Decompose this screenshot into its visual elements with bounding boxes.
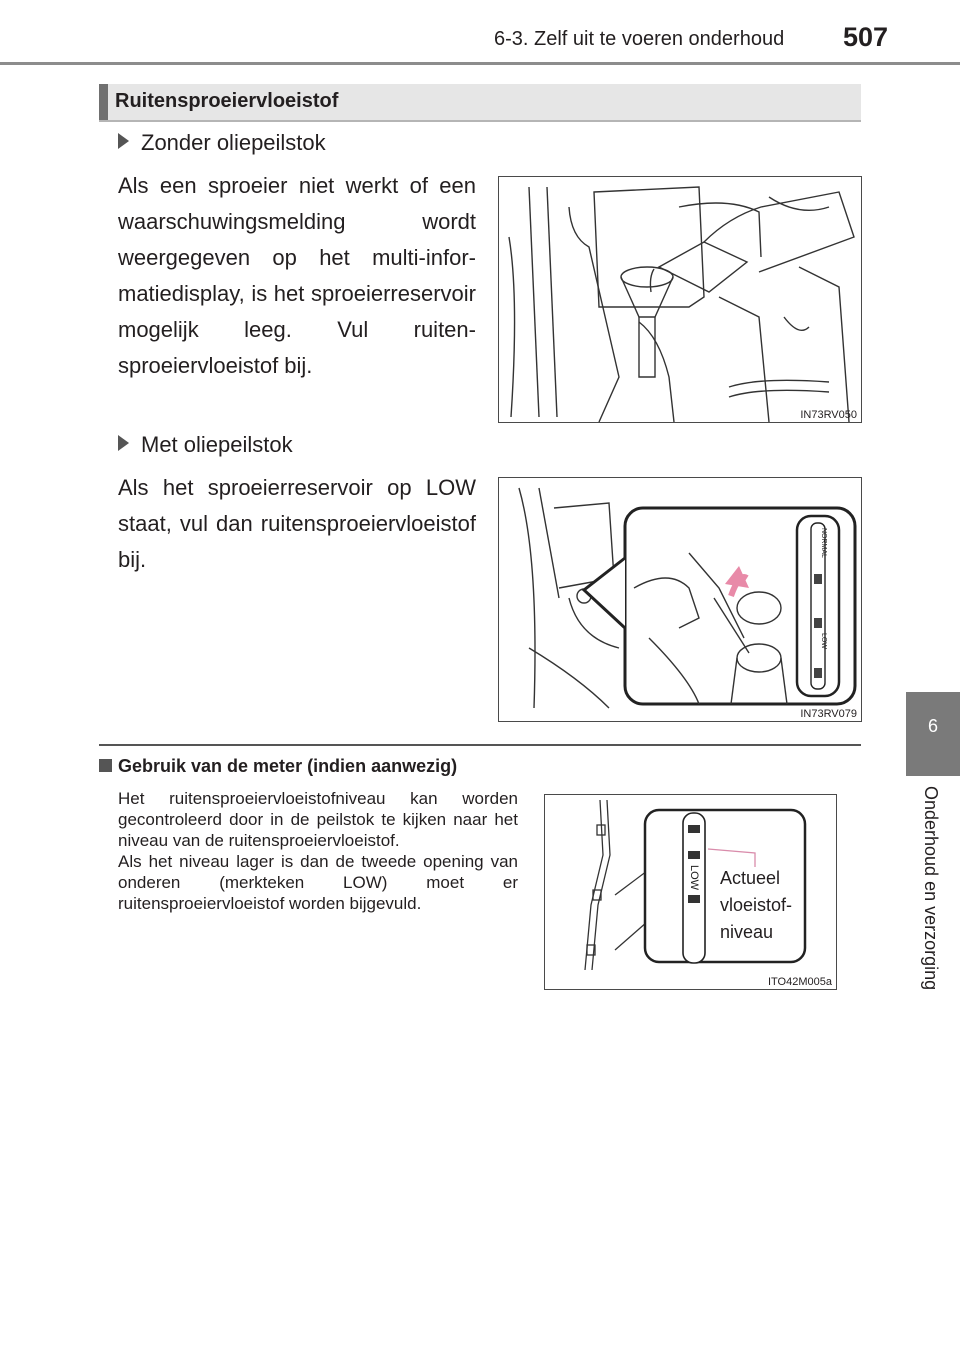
callout-line-3: niveau — [720, 922, 774, 942]
bullet-heading-text-2: Met oliepeilstok — [141, 432, 293, 457]
figure-code-2: IN73RV079 — [800, 708, 857, 720]
bullet-heading-text-1: Zonder oliepeilstok — [141, 130, 326, 155]
instruction-paragraph-2: Als het sproeierreservoir op LOW staat, vul dan ruitensproeiervloeistof bij. — [118, 475, 476, 572]
bullet-heading-2 — [118, 432, 293, 458]
square-bullet-icon — [99, 759, 112, 772]
chapter-title: Onderhoud en verzorging — [921, 786, 941, 991]
subsection-heading — [99, 756, 457, 777]
chapter-number: 6 — [927, 716, 938, 736]
normal-mark-label: NORMAL — [820, 528, 827, 558]
header-rule — [0, 62, 960, 65]
gauge-illustration — [545, 795, 836, 989]
figure-code-1: IN73RV050 — [800, 409, 857, 421]
figure-code-3: ITO42M005a — [767, 976, 832, 988]
dipstick-illustration — [499, 478, 861, 721]
figure-meter-gauge — [544, 794, 837, 990]
section-title: Ruitensproeiervloeistof — [115, 90, 339, 112]
current-level-callout — [720, 865, 792, 946]
running-header-section: 6-3. Zelf uit te voeren onderhoud — [494, 28, 785, 50]
meter-text-1: Het ruitensproeiervloeistofniveau kan worden gecontroleerd door in de peilstok te kijken naar het niveau van de ruitensproeiervloeistof. — [118, 789, 518, 850]
funnel-illustration — [499, 177, 861, 422]
subsection-heading-text: Gebruik van de meter (indien aanwezig) — [118, 756, 458, 776]
section-accent — [99, 84, 108, 120]
instruction-paragraph-1: Als een sproeier niet werkt of een waarschuwingsmelding wordt weergegeven op het multi-informatiedisplay, is het sproeierreservoir mogelijk leeg. Vul ruitensproeiervloeistof bij. — [118, 173, 476, 378]
meter-text-2: Als het niveau lager is dan de tweede opening van onderen (merkteken LOW) moet er ruitensproeiervloeistof worden bijgevuld. — [118, 852, 518, 913]
page-number: 507 — [843, 22, 889, 52]
callout-line-2: vloeistof- — [720, 895, 793, 915]
subsection-rule — [99, 744, 861, 746]
figure-refill-funnel — [498, 176, 862, 423]
meter-explanation — [118, 788, 518, 914]
bullet-heading-1 — [118, 130, 326, 156]
gauge-low-label: LOW — [688, 865, 700, 891]
triangle-bullet-icon — [118, 435, 129, 451]
chapter-title-vertical — [904, 786, 960, 1026]
figure-dipstick-level — [498, 477, 862, 722]
callout-line-1: Actueel — [720, 868, 781, 888]
triangle-bullet-icon — [118, 133, 129, 149]
low-mark-label: LOW — [820, 633, 827, 649]
section-title-bar — [99, 84, 861, 122]
